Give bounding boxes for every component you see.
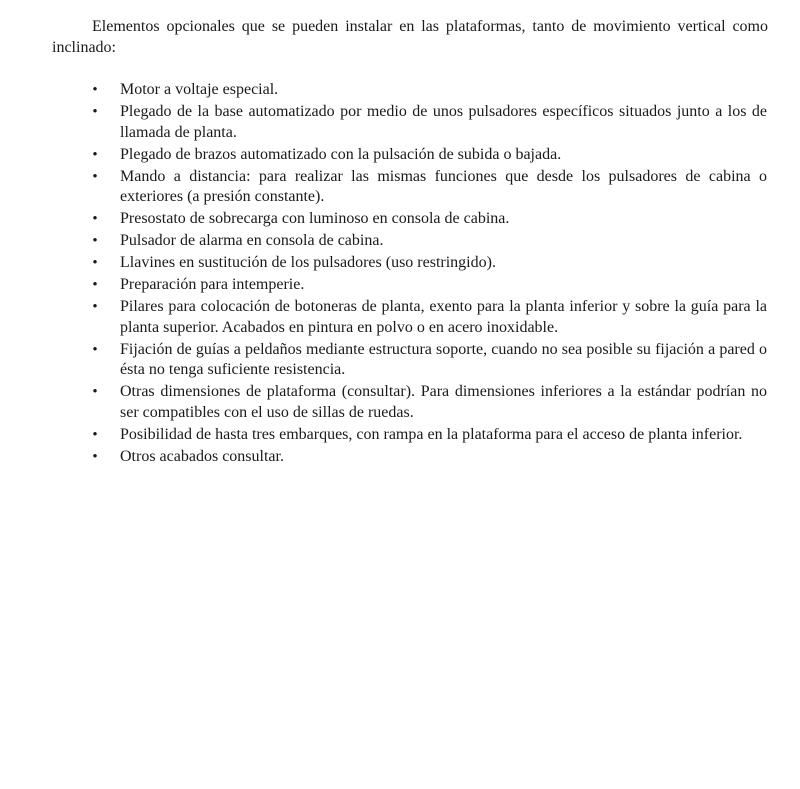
list-item-text: Motor a voltaje especial. xyxy=(120,81,279,98)
list-item-text: Fijación de guías a peldaños mediante estructura soporte, cuando no sea posible su fijación a pared o ésta no tenga suficiente resistencia. xyxy=(120,340,767,378)
list-item-text: Pilares para colocación de botoneras de planta, exento para la planta inferior y sobre la guía para la planta superior. Acabados en pintura en polvo o en acero inoxidable. xyxy=(120,298,767,336)
list-item-text: Plegado de brazos automatizado con la pulsación de subida o bajada. xyxy=(120,145,562,163)
intro-paragraph: Elementos opcionales que se pueden instalar en las plataformas, tanto de movimiento vertical como inclinado: xyxy=(52,18,768,56)
list-item xyxy=(92,145,767,166)
options-list xyxy=(0,80,800,469)
list-item xyxy=(92,253,767,274)
list-item-text: Llavines en sustitución de los pulsadores (uso restringido). xyxy=(120,254,496,271)
list-item-text: Pulsador de alarma en consola de cabina. xyxy=(120,232,384,249)
bullet-icon: • xyxy=(92,104,98,120)
list-item xyxy=(92,425,767,446)
bullet-icon: • xyxy=(92,299,98,315)
bullet-icon: • xyxy=(92,426,98,443)
list-item-text: Presostato de sobrecarga con luminoso en consola de cabina. xyxy=(120,210,510,227)
bullet-icon: • xyxy=(92,448,98,465)
list-item xyxy=(92,167,767,208)
list-item xyxy=(92,209,767,230)
bullet-icon: • xyxy=(92,341,98,358)
bullet-icon: • xyxy=(92,82,98,98)
list-item-text: Preparación para intemperie. xyxy=(120,276,305,293)
list-item xyxy=(92,382,767,423)
bullet-icon: • xyxy=(92,277,98,293)
list-item-text: Plegado de la base automatizado por medio de unos pulsadores específicos situados junto a los de llamada de planta. xyxy=(120,103,767,141)
bullet-icon: • xyxy=(92,233,98,249)
list-item xyxy=(92,275,767,296)
list-item-text: Mando a distancia: para realizar las mismas funciones que desde los pulsadores de cabina o exteriores (a presión constante). xyxy=(120,167,767,205)
list-item-text: Posibilidad de hasta tres embarques, con rampa en la plataforma para el acceso de planta inferior. xyxy=(120,425,743,443)
list-item xyxy=(92,297,767,338)
bullet-icon: • xyxy=(92,168,98,185)
list-item xyxy=(92,80,767,101)
list-item-text: Otras dimensiones de plataforma (consultar). Para dimensiones inferiores a la estándar podrían no ser compatibles con el uso de sillas de ruedas. xyxy=(120,383,767,421)
list-item xyxy=(92,447,767,468)
bullet-icon: • xyxy=(92,255,98,271)
bullet-icon: • xyxy=(92,211,98,227)
list-item-text: Otros acabados consultar. xyxy=(120,447,284,465)
list-item xyxy=(92,340,767,381)
list-item xyxy=(92,231,767,252)
list-item xyxy=(92,102,767,143)
bullet-icon: • xyxy=(92,384,98,400)
bullet-icon: • xyxy=(92,146,98,163)
